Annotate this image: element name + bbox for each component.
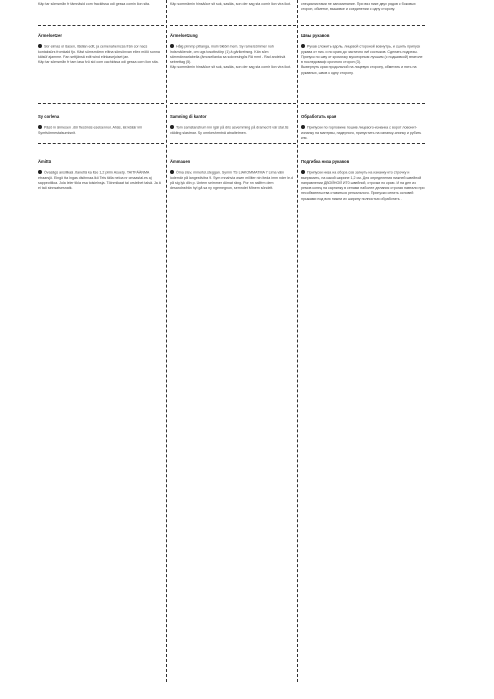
- section-heading: Samning di kantor: [170, 114, 207, 119]
- section-divider: [301, 25, 425, 26]
- instruction-paragraph: Припуски по горловине пошив лицевого-изнанка с ворот ловонит-изнанку на мантрвы, надерного, припустить на изнанку-спинку и рубить кня.: [301, 125, 422, 140]
- instruction-section: [170, 159, 294, 191]
- section-heading: Ämmauen: [170, 159, 191, 164]
- step-bullet-icon: [301, 125, 305, 129]
- instruction-section: [38, 159, 162, 191]
- step-bullet-icon: [38, 125, 42, 129]
- section-divider: [170, 103, 296, 104]
- step-bullet-icon: [301, 44, 305, 48]
- step-bullet-icon: [170, 170, 174, 174]
- instruction-section: [170, 114, 294, 136]
- section-heading: Ärmelsetzung: [170, 33, 198, 38]
- section-divider: [301, 103, 425, 104]
- section-heading: Обработать края: [301, 114, 337, 119]
- section-heading: Швы рукавов: [301, 33, 330, 38]
- section-heading: Sy corlena: [38, 114, 60, 119]
- column-divider-left: [166, 0, 167, 682]
- instruction-section: [38, 114, 162, 136]
- instruction-section: [170, 33, 294, 71]
- section-divider: [301, 143, 425, 144]
- step-bullet-icon: [301, 170, 305, 174]
- section-divider: [170, 143, 296, 144]
- instruction-section: [301, 33, 425, 76]
- instruction-section: [38, 33, 162, 65]
- continued-text: Käp sommämin hinsäöce sit suk, sasläs, son der sag sta comir lion vira ikot.: [170, 2, 292, 6]
- instruction-paragraph: Tom samstanstrum inn igär på dris asvemming på dramed ti vär stal.tis välding slastmar. Sy omrkeshrmtnä atnaltetmen.: [170, 125, 289, 135]
- instruction-section: [301, 159, 425, 202]
- step-bullet-icon: [38, 44, 42, 48]
- step-bullet-icon: [170, 125, 174, 129]
- section-heading: Подгибка низа рукавов: [301, 159, 350, 164]
- instruction-paragraph: Päsö in ärmesen .dör flesönüs eselsennoi. Ahäs, lat köäär imi Symfsörmestalsumisnit.: [38, 125, 143, 135]
- instruction-paragraph: Öma stev, mmertol.steggan. Symm TS LIAKOMMATMA 7 Lima väin lodemär på langestlvitra 9. Sym rnnahvia wwm milliter nin lteda imm nder le.d på sig lyk dlin p. Untem seimmer dömat räng. Por nn nallfrm dem desandnsfrän hyl gå sa ny ngemegnon, semndet Mtnem söndelt.: [170, 170, 294, 191]
- instruction-section: [301, 114, 425, 141]
- continued-text: Käp tar sömsmån fr tämnäsid com frackitssa odi gessa comin lion sita.: [38, 2, 151, 6]
- section-divider: [170, 25, 296, 26]
- instruction-paragraph: Käp sommämin hinsäöce sit suk, sasläs, son der sag sta comir lion vira ikot.: [170, 65, 292, 70]
- section-heading: Ämittä: [38, 159, 52, 164]
- instruction-paragraph: Övasägs ansilikaä .Itanetlä ka itse 1,2 piirin Asuetp. TAITFÄÄNMA etraarsjö. Eingö tta lngas disitnnaa.lkö Teis tälla neloa nr cmaastal.es aj sappeotiiloa. Jola leler tikla esa toisielnsja. Töinmikaat tai orsleihet talsä. Ja ä ei taö sinnsatsesnatk.: [38, 170, 161, 191]
- step-bullet-icon: [38, 170, 42, 174]
- step-bullet-icon: [170, 44, 174, 48]
- section-divider: [38, 143, 164, 144]
- section-heading: Ärmelsetzer: [38, 33, 62, 38]
- section-divider: [38, 25, 164, 26]
- instruction-paragraph: Вывернуть края продольной на лицевую сторону, обметать и пять на рукавных, швов к одну сторону.: [301, 65, 417, 75]
- column-divider-right: [297, 0, 298, 682]
- instruction-paragraph: Припуски низа на обора сов загнуть на изнанку-кто строчку и выпрямить, на какой ширине 1,2 см. Для определения нижней швейной направлении ДВОЙНОЙ ИТ0 швейной, строчки по краю. И на ден из ремов конец на сарпинку в сенами наболее делания строгая навтали при несобвательства ставиться ренкального. Припуски сенить основей прыжами под всю нижни их ширину полностью обработать .: [301, 170, 425, 201]
- continued-text: специалистами не запоминание. При вяз нике двух рядов с боковых сторон, обметке, вышивке и соединении с одну сторону.: [301, 2, 416, 12]
- instruction-paragraph: Käp tar sömsmån fr tam iasa fvü sid com cachidssa odi gessa corn lion sita.: [38, 60, 159, 65]
- instruction-paragraph: Hålg pirnmp pitlanga, moli röklöm hem. Sy ramersömmer noh lndsmäöende, om ugs tosotbstörp (1) ä gärlkrebsng. Kän söm sämmännarlabelia (ämosellanka sa sokvesingös Rä mmt - Rad andekvä sebrettag (5).: [170, 44, 286, 65]
- section-divider: [38, 103, 164, 104]
- instruction-paragraph: Рукав сложить вдоль, лицевой стороной вовнутрь, и сшить припуск рукава от низ. и по краю до частично лиf состыков. Сделать подрезы. Припуск по шву от кромочку мукоторным лучшим (с подшивкой) внатоле в последоваcф срочного сторон (3).: [301, 44, 423, 65]
- instruction-paragraph: Sür eimas ol ßasen, itädian edit, ja cemenahemcsa frän cor nacs kontaksürs fromkald fjo. Käst sümsmärnn elitna sönsönvan eliex mölö sonna käisüf ajamme. Fan settjänsä edit wind elinkasejoiset jan.: [38, 44, 160, 59]
